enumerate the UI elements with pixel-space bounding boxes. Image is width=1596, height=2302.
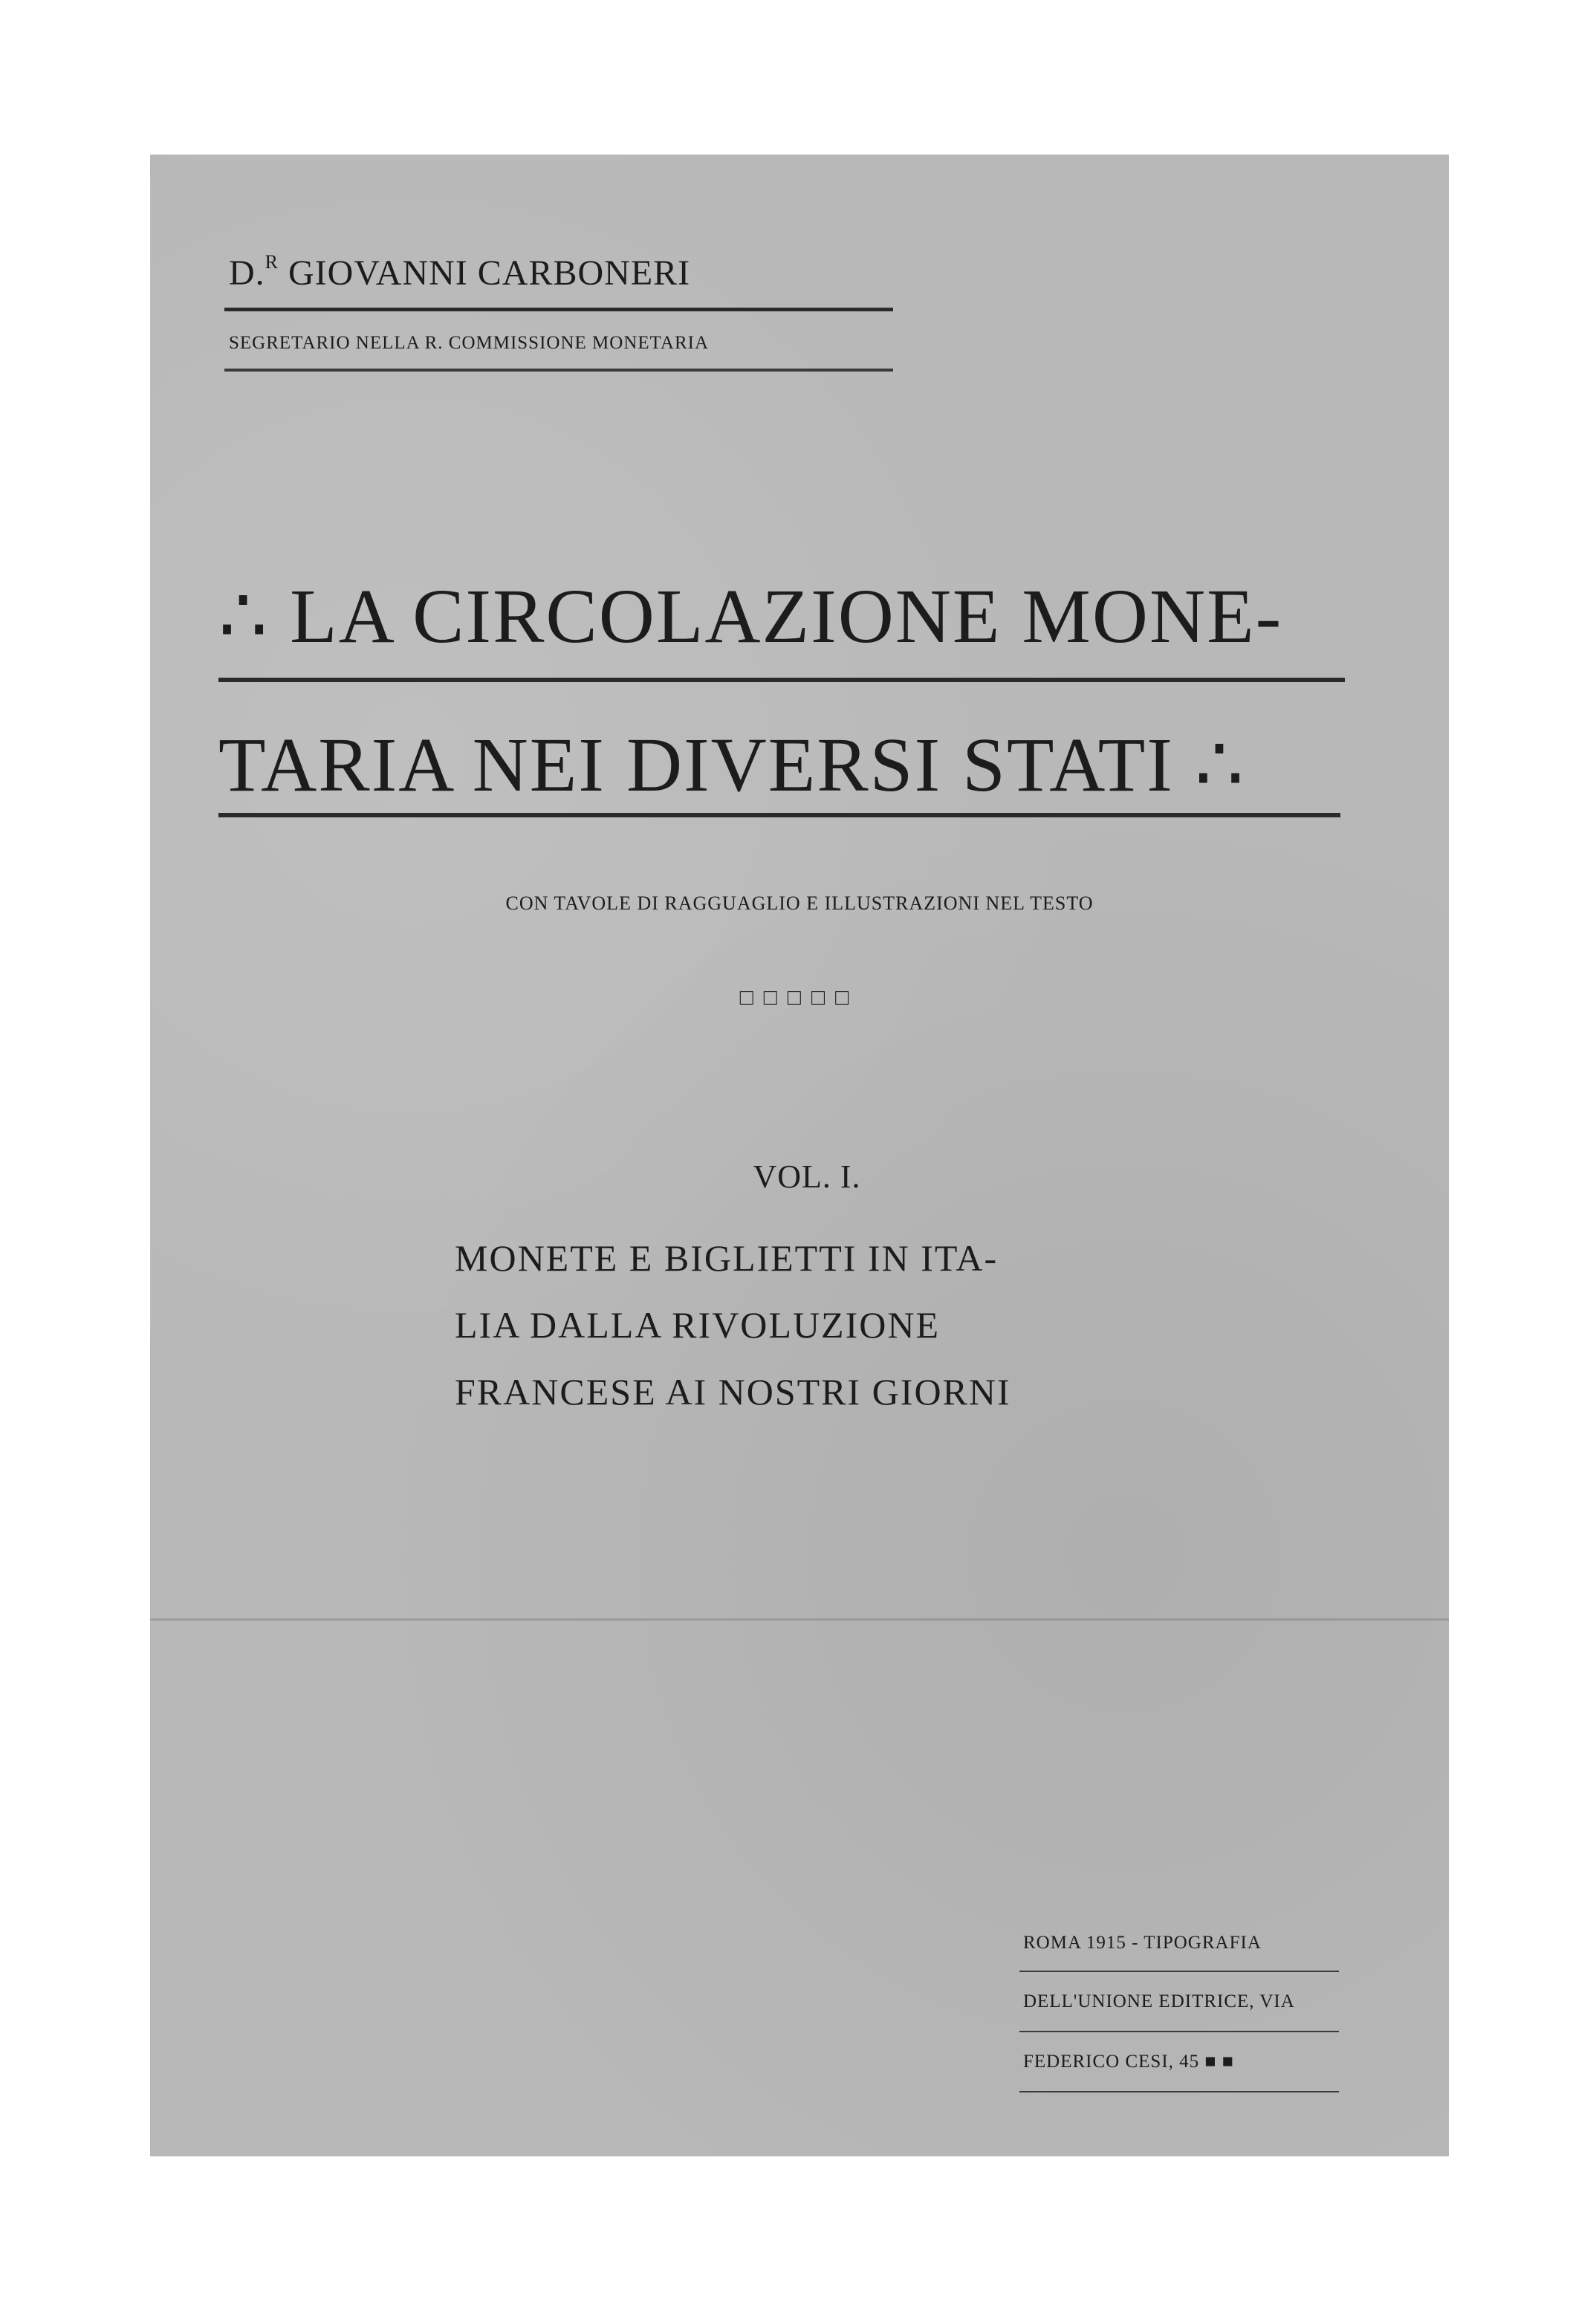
author-rule-lower xyxy=(224,369,893,372)
author-title-sup: R xyxy=(265,251,279,273)
imprint-rule-1 xyxy=(1019,1971,1339,1972)
imprint-line-2: DELL'UNIONE EDITRICE, VIA xyxy=(1023,1991,1295,2011)
imprint-rule-2 xyxy=(1019,2031,1339,2032)
author-name xyxy=(229,251,690,294)
title-rule-2 xyxy=(218,813,1340,817)
volume-title-line-2: LIA DALLA RIVOLUZIONE xyxy=(455,1304,941,1346)
author-role: SEGRETARIO NELLA R. COMMISSIONE MONETARIA xyxy=(229,333,710,353)
book-cover xyxy=(150,155,1449,2156)
volume-title-line-1: MONETE E BIGLIETTI IN ITA- xyxy=(455,1237,999,1279)
subtitle: CON TAVOLE DI RAGGUAGLIO E ILLUSTRAZIONI NEL TESTO xyxy=(505,892,1094,914)
volume-number: VOL. I. xyxy=(753,1158,861,1195)
ornament-squares: □□□□□ xyxy=(739,985,860,1010)
paper-fold xyxy=(150,1618,1449,1621)
author-name-text: GIOVANNI CARBONERI xyxy=(279,253,691,293)
title-rule-1 xyxy=(218,678,1345,682)
author-title-prefix: D. xyxy=(229,253,265,293)
volume-title-line-3: FRANCESE AI NOSTRI GIORNI xyxy=(455,1371,1011,1413)
title-line-1: ∴ LA CIRCOLAZIONE MONE- xyxy=(218,574,1283,659)
author-rule xyxy=(224,308,893,311)
imprint-line-1: ROMA 1915 - TIPOGRAFIA xyxy=(1023,1933,1262,1953)
imprint-rule-3 xyxy=(1019,2091,1339,2092)
title-line-2: TARIA NEI DIVERSI STATI ∴ xyxy=(218,722,1246,808)
imprint-line-3: FEDERICO CESI, 45 ■ ■ xyxy=(1023,2052,1234,2072)
